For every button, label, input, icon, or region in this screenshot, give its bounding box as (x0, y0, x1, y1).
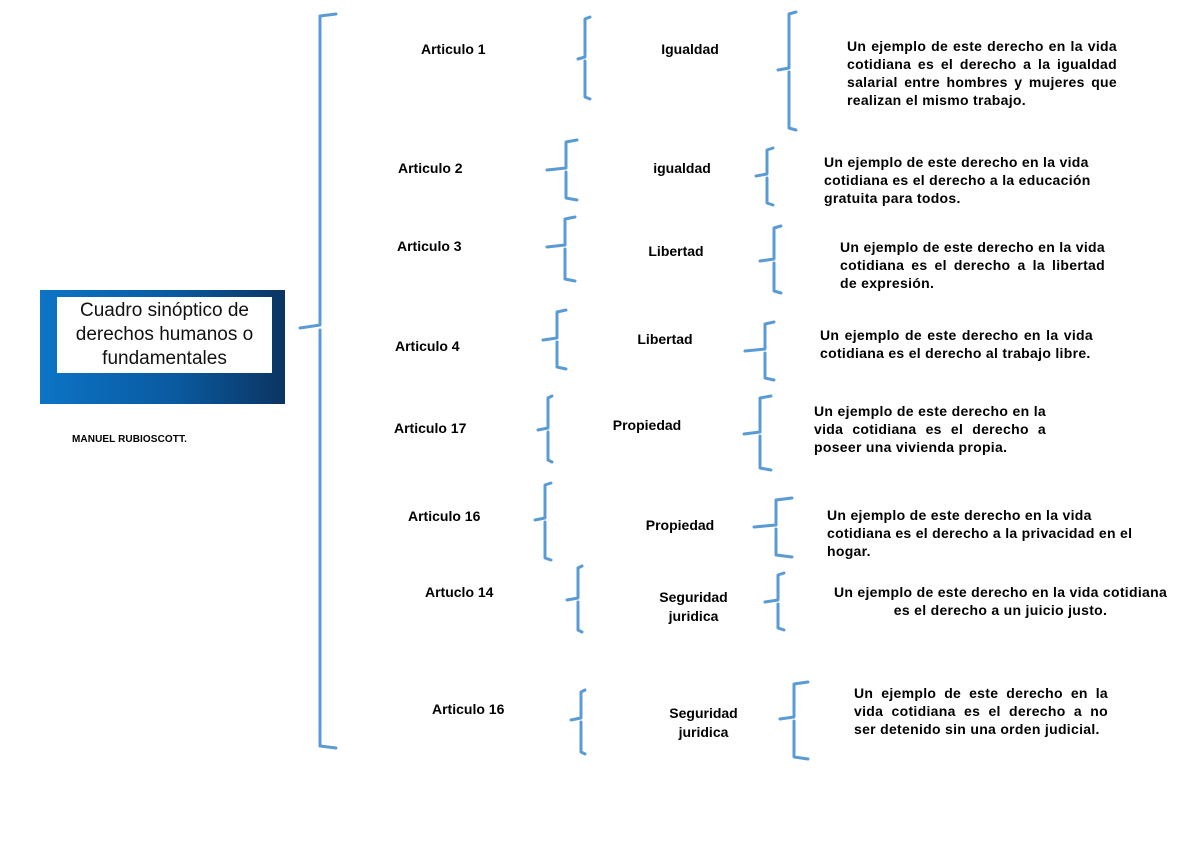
main-brace (300, 14, 336, 748)
article-brace-2 (547, 140, 577, 200)
right-brace-1 (778, 12, 796, 130)
article-brace-8 (571, 690, 585, 754)
example-text-4: Un ejemplo de este derecho en la vida cotidiana es el derecho al trabajo libre. (820, 327, 1093, 361)
article-label-4: Articulo 4 (395, 338, 460, 354)
right-brace-5 (744, 396, 771, 470)
example-text-5: Un ejemplo de este derecho en la vida cotidiana es el derecho a poseer una vivienda propia. (814, 403, 1046, 455)
right-brace-6 (754, 498, 792, 557)
right-label-3: Libertad (648, 243, 704, 259)
article-label-3: Articulo 3 (397, 238, 462, 254)
example-text-1: Un ejemplo de este derecho en la vida cotidiana es el derecho a la igualdad salarial entre hombres y mujeres que realizan el mismo trabajo. (847, 38, 1117, 108)
right-label-4: Libertad (637, 331, 693, 347)
right-brace-4 (745, 322, 774, 380)
article-label-7: Artuclo 14 (425, 584, 494, 600)
right-label-1: Igualdad (661, 41, 719, 57)
article-brace-7 (567, 566, 582, 632)
example-text-8: Un ejemplo de este derecho en la vida cotidiana es el derecho a no ser detenido sin una orden judicial. (854, 685, 1108, 737)
example-text-7: Un ejemplo de este derecho en la vida cotidiana es el derecho a un juicio justo. (833, 584, 1168, 618)
article-label-1: Articulo 1 (421, 41, 486, 57)
article-label-2: Articulo 2 (398, 160, 463, 176)
title-box (40, 290, 285, 404)
article-brace-6 (535, 483, 551, 560)
right-brace-2 (756, 148, 773, 205)
right-label-6: Propiedad (645, 517, 715, 533)
right-label-5: Propiedad (612, 417, 682, 433)
right-brace-3 (760, 226, 781, 293)
diagram-title: Cuadro sinóptico de derechos humanos o fundamentales (57, 297, 272, 373)
right-label-7: Seguridad juridica (659, 589, 728, 624)
right-brace-8 (780, 682, 808, 759)
example-text-2: Un ejemplo de este derecho en la vida cotidiana es el derecho a la educación gratuita para todos. (824, 154, 1091, 206)
example-text-6: Un ejemplo de este derecho en la vida cotidiana es el derecho a la privacidad en el hogar. (827, 507, 1133, 559)
article-label-6: Articulo 16 (408, 508, 481, 524)
article-brace-1 (578, 17, 590, 99)
author-name: MANUEL RUBIOSCOTT. (72, 434, 187, 445)
article-brace-4 (543, 310, 566, 369)
example-text-3: Un ejemplo de este derecho en la vida cotidiana es el derecho a la libertad de expresión. (840, 239, 1105, 291)
article-label-8: Articulo 16 (432, 701, 505, 717)
right-label-8: Seguridad juridica (669, 705, 738, 740)
article-brace-3 (547, 217, 575, 281)
right-brace-7 (765, 573, 784, 630)
article-label-5: Articulo 17 (394, 420, 467, 436)
article-brace-5 (538, 396, 552, 462)
right-label-2: igualdad (653, 160, 711, 176)
